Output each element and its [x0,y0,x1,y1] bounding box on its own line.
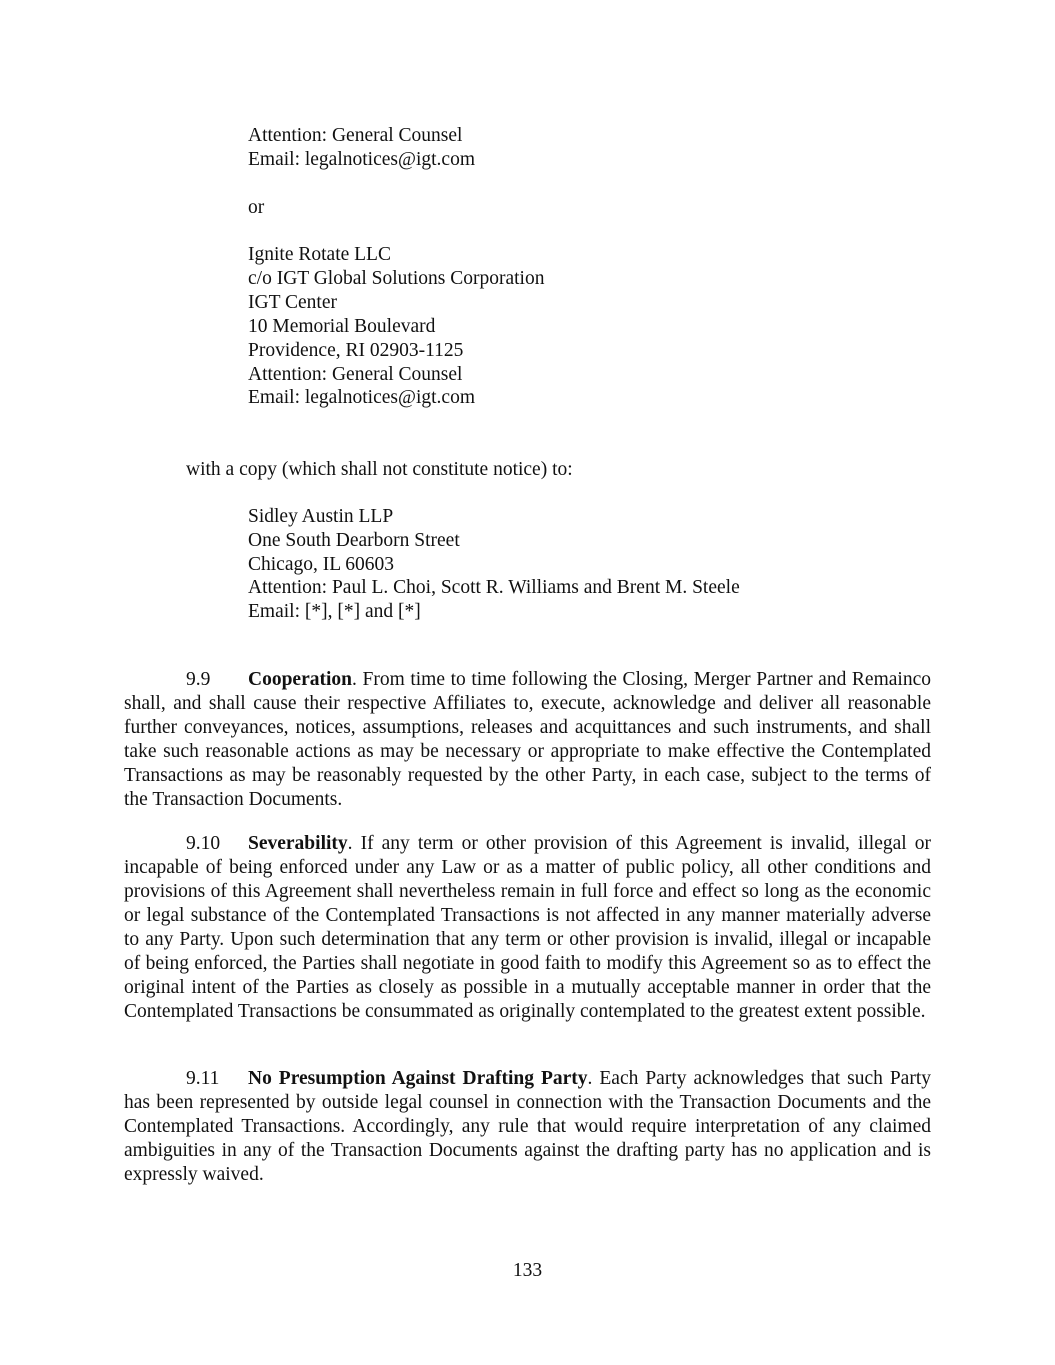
address-3-city: Chicago, IL 60603 [248,554,395,575]
address-2-city: Providence, RI 02903-1125 [248,340,464,361]
address-1-attention: Attention: General Counsel [248,125,463,146]
section-heading: No Presumption Against Drafting Party [248,1068,588,1089]
section-9-11 [124,1067,931,1187]
address-2-name: Ignite Rotate LLC [248,244,391,265]
address-3-email: Email: [*], [*] and [*] [248,601,421,622]
address-1-email: Email: legalnotices@igt.com [248,149,475,170]
section-9-10 [124,832,931,1024]
section-number: 9.10 [186,833,221,854]
page-number: 133 [512,1260,543,1281]
address-2-care-of: c/o IGT Global Solutions Corporation [248,268,545,289]
separator-or: or [248,197,265,218]
section-number: 9.11 [186,1068,220,1089]
address-3-attention: Attention: Paul L. Choi, Scott R. Williams and Brent M. Steele [248,577,740,598]
address-3-name: Sidley Austin LLP [248,506,394,527]
address-2-building: IGT Center [248,292,337,313]
section-body: . From time to time following the Closing, Merger Partner and Remainco shall, and shall cause their respective Affiliates to, execute, acknowledge and deliver all reasonable further conveyances, notices, assumptions, releases and acquittances and such instruments, and shall take such reasonable actions as may be necessary or appropriate to make effective the Contemplated Transactions as may be reasonably requested by the other Party, in each case, subject to the terms of the Transaction Documents. [124,669,931,810]
address-2-email: Email: legalnotices@igt.com [248,387,475,408]
section-heading: Severability [248,833,348,854]
address-2-street: 10 Memorial Boulevard [248,316,436,337]
section-number: 9.9 [186,669,211,690]
section-heading: Cooperation [248,669,352,690]
section-body: . Each Party acknowledges that such Party has been represented by outside legal counsel in connection with the Transaction Documents and the Contemplated Transactions. Accordingly, any rule that would require interpretation of any claimed ambiguities in any of the Transaction Documents against the drafting party has no application and is expressly waived. [124,1068,931,1185]
address-3-street: One South Dearborn Street [248,530,460,551]
copy-intro: with a copy (which shall not constitute notice) to: [186,459,573,480]
section-body: . If any term or other provision of this Agreement is invalid, illegal or incapable of being enforced under any Law or as a matter of public policy, all other conditions and provisions of this Agreement shall nevertheless remain in full force and effect so long as the economic or legal substance of the Contemplated Transactions is not affected in any manner materially adverse to any Party. Upon such determination that any term or other provision is invalid, illegal or incapable of being enforced, the Parties shall negotiate in good faith to modify this Agreement so as to effect the original intent of the Parties as closely as possible in a mutually acceptable manner in order that the Contemplated Transactions be consummated as originally contemplated to the greatest extent possible. [124,833,931,1022]
address-2-attention: Attention: General Counsel [248,364,463,385]
section-9-9 [124,668,931,812]
